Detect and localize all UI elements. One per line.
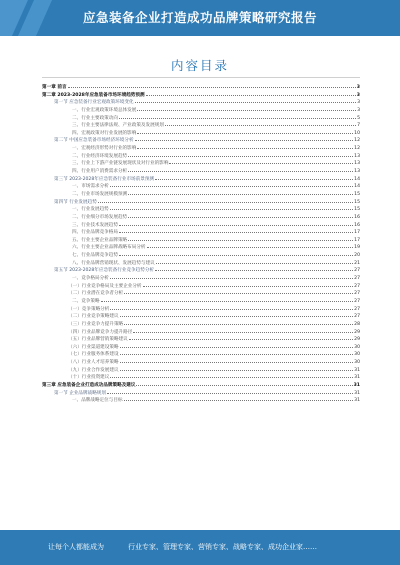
toc-entry-label: 一、行业发展趋势 bbox=[72, 207, 109, 213]
toc-entry-page: 21 bbox=[354, 260, 360, 266]
toc-entry-label: 四、宏观政策对行业发展的影响 bbox=[72, 130, 137, 136]
toc-leader-dots bbox=[128, 153, 353, 157]
toc-leader-dots bbox=[124, 321, 353, 325]
toc-entry-page: 16 bbox=[354, 214, 360, 220]
toc-entry-page: 28 bbox=[354, 321, 360, 327]
toc-entry[interactable] bbox=[42, 115, 360, 123]
footer-tagline: 行业专家、管理专家、营销专家、战略专家、成功企业家…… bbox=[128, 543, 317, 551]
toc-entry-label: （二）行业竞争策略建议 bbox=[68, 314, 119, 320]
toc-entry-label: （四）行业品牌竞争力提升路径 bbox=[68, 329, 133, 335]
toc-entry-page: 20 bbox=[354, 253, 360, 259]
toc-entry-label: 三、行业技术发展趋势 bbox=[72, 222, 118, 228]
toc-entry-label: 第三章 应急装备企业打造成功品牌策略及建议 bbox=[42, 382, 136, 388]
toc-entry-page: 19 bbox=[354, 245, 360, 251]
toc-entry[interactable] bbox=[42, 244, 360, 252]
toc-leader-dots bbox=[128, 237, 353, 241]
toc-leader-dots bbox=[110, 183, 353, 187]
toc-entry[interactable] bbox=[42, 382, 360, 390]
toc-leader-dots bbox=[120, 344, 354, 348]
toc-entry[interactable] bbox=[42, 137, 360, 145]
toc-entry-label: 八、行业品牌营销现状、发展趋势与建议 bbox=[72, 260, 155, 266]
toc-entry[interactable] bbox=[42, 329, 360, 337]
toc-entry-label: 第三节 2023-2028年应急装备行业市场前景预测 bbox=[54, 176, 155, 182]
toc-leader-dots bbox=[110, 206, 353, 210]
toc-entry-label: （八）行业人才培养策略 bbox=[68, 360, 119, 366]
toc-entry-page: 10 bbox=[354, 130, 360, 136]
toc-entry-label: 第二章 2023-2028年应急装备市场环境趋势预测 bbox=[42, 92, 145, 98]
toc-entry-page: 16 bbox=[354, 222, 360, 228]
toc-entry-page: 29 bbox=[354, 337, 360, 343]
toc-entry[interactable] bbox=[42, 260, 360, 268]
toc-leader-dots bbox=[143, 283, 354, 287]
toc-entry-label: 四、行业品牌竞争格局 bbox=[72, 230, 118, 236]
toc-entry-page: 27 bbox=[354, 283, 360, 289]
toc-leader-dots bbox=[135, 99, 357, 103]
toc-entry-page: 27 bbox=[354, 306, 360, 312]
toc-entry[interactable] bbox=[42, 336, 360, 344]
toc-entry[interactable] bbox=[42, 222, 360, 230]
toc-leader-dots bbox=[156, 260, 353, 264]
toc-entry-label: 二、行业主要政策动向 bbox=[72, 115, 118, 121]
toc-entry[interactable] bbox=[42, 183, 360, 191]
toc-entry[interactable] bbox=[42, 145, 360, 153]
toc-entry-page: 12 bbox=[354, 138, 360, 144]
toc-entry-label: 三、行业上下游产业链发展现状及对行业的影响 bbox=[72, 161, 169, 167]
toc-entry[interactable] bbox=[42, 275, 360, 283]
toc-entry-page: 31 bbox=[354, 375, 360, 381]
toc-entry-label: （九）行业合作发展建议 bbox=[68, 367, 119, 373]
toc-entry-label: 第一节 企业品牌战略规划 bbox=[54, 390, 106, 396]
toc-leader-dots bbox=[120, 367, 354, 371]
table-of-contents bbox=[42, 84, 360, 405]
toc-entry-page: 27 bbox=[354, 268, 360, 274]
toc-entry[interactable] bbox=[42, 313, 360, 321]
toc-entry[interactable] bbox=[42, 351, 360, 359]
toc-entry-label: （五）行业品牌营销策略建议 bbox=[68, 337, 128, 343]
toc-entry[interactable] bbox=[42, 283, 360, 291]
toc-entry-label: 第二节 中国应急装备市场经济环境分析 bbox=[54, 138, 134, 144]
toc-leader-dots bbox=[146, 92, 356, 96]
toc-entry-page: 30 bbox=[354, 352, 360, 358]
report-title: 应急装备企业打造成功品牌策略研究报告 bbox=[82, 10, 317, 25]
toc-entry-page: 30 bbox=[354, 344, 360, 350]
toc-entry[interactable] bbox=[42, 298, 360, 306]
toc-entry-page: 7 bbox=[357, 123, 360, 129]
toc-entry-page: 3 bbox=[356, 92, 360, 98]
toc-entry-page: 27 bbox=[354, 276, 360, 282]
toc-entry[interactable] bbox=[42, 237, 360, 245]
toc-heading: 内容目录 bbox=[170, 58, 229, 73]
toc-entry[interactable] bbox=[42, 252, 360, 260]
toc-leader-dots bbox=[98, 199, 353, 203]
toc-leader-dots bbox=[165, 122, 356, 126]
toc-entry-label: 三、行业主要法律法规、产业政策及发展规划 bbox=[72, 123, 164, 129]
toc-entry-label: （六）行业渠道建设策略 bbox=[68, 344, 119, 350]
toc-leader-dots bbox=[119, 115, 356, 119]
toc-entry-page: 31 bbox=[354, 367, 360, 373]
toc-entry[interactable] bbox=[42, 374, 360, 382]
toc-entry-label: 二、行业经济环境发展趋势 bbox=[72, 153, 128, 159]
toc-leader-dots bbox=[128, 214, 353, 218]
toc-entry-page: 13 bbox=[354, 161, 360, 167]
toc-leader-dots bbox=[119, 222, 353, 226]
toc-leader-dots bbox=[110, 275, 353, 279]
toc-entry[interactable] bbox=[42, 160, 360, 168]
toc-entry[interactable] bbox=[42, 176, 360, 184]
toc-leader-dots bbox=[133, 329, 353, 333]
toc-leader-dots bbox=[136, 382, 352, 386]
toc-entry[interactable] bbox=[42, 130, 360, 138]
header-banner bbox=[0, 0, 400, 36]
toc-entry-label: 一、竞争格局分析 bbox=[72, 276, 109, 282]
toc-entry-label: 第一节 应急装备行业宏观政策环境变化 bbox=[54, 100, 134, 106]
toc-entry[interactable] bbox=[42, 84, 360, 92]
toc-leader-dots bbox=[119, 252, 353, 256]
toc-entry[interactable] bbox=[42, 344, 360, 352]
toc-entry[interactable] bbox=[42, 390, 360, 398]
toc-entry[interactable] bbox=[42, 168, 360, 176]
toc-entry-page: 14 bbox=[354, 176, 360, 182]
toc-leader-dots bbox=[110, 306, 353, 310]
toc-entry-page: 31 bbox=[354, 398, 360, 404]
toc-entry-page: 27 bbox=[354, 314, 360, 320]
toc-leader-dots bbox=[137, 107, 356, 111]
toc-entry-page: 15 bbox=[354, 191, 360, 197]
toc-entry-page: 3 bbox=[356, 85, 360, 90]
toc-leader-dots bbox=[120, 313, 354, 317]
toc-entry-page: 15 bbox=[354, 199, 360, 205]
toc-entry-page: 31 bbox=[354, 390, 360, 396]
toc-entry-label: 六、行业主要企业品牌战略布局分析 bbox=[72, 245, 146, 251]
footer-banner bbox=[0, 530, 400, 565]
toc-leader-dots bbox=[147, 244, 354, 248]
toc-entry-label: 一、市场需求分析 bbox=[72, 184, 109, 190]
toc-leader-dots bbox=[135, 137, 354, 141]
toc-entry-label: 二、行业细分市场发展趋势 bbox=[72, 214, 128, 220]
toc-entry[interactable] bbox=[42, 122, 360, 130]
toc-leader-dots bbox=[169, 160, 353, 164]
toc-leader-dots bbox=[124, 397, 354, 401]
toc-leader-dots bbox=[155, 267, 353, 271]
toc-entry-label: （二）行业潜在竞争者分析 bbox=[68, 291, 124, 297]
toc-entry[interactable] bbox=[42, 191, 360, 199]
toc-entry-page: 30 bbox=[354, 360, 360, 366]
toc-entry-page: 14 bbox=[354, 184, 360, 190]
toc-entry-label: 五、行业主要企业品牌策略 bbox=[72, 237, 128, 243]
toc-entry-page: 3 bbox=[357, 107, 360, 113]
toc-entry-page: 17 bbox=[354, 237, 360, 243]
toc-entry-label: （十）行业投资建议 bbox=[68, 375, 110, 381]
toc-leader-dots bbox=[137, 130, 353, 134]
toc-entry[interactable] bbox=[42, 321, 360, 329]
toc-entry-page: 3 bbox=[357, 100, 360, 106]
toc-leader-dots bbox=[124, 290, 353, 294]
toc-entry-label: 第五节 2023-2028年应急装备行业竞争趋势分析 bbox=[54, 268, 155, 274]
toc-entry-page: 13 bbox=[354, 169, 360, 175]
footer-slogan: 让每个人都能成为 bbox=[48, 543, 104, 551]
toc-leader-dots bbox=[68, 84, 356, 88]
toc-leader-dots bbox=[128, 191, 353, 195]
toc-leader-dots bbox=[155, 176, 353, 180]
toc-entry-label: （七）行业服务体系建设 bbox=[68, 352, 119, 358]
toc-entry-label: 四、行业用户消费需求分析 bbox=[72, 169, 128, 175]
toc-leader-dots bbox=[128, 168, 353, 172]
toc-entry-page: 27 bbox=[354, 291, 360, 297]
toc-entry-label: （三）行业竞争力提升策略 bbox=[68, 321, 124, 327]
toc-entry[interactable] bbox=[42, 397, 360, 405]
toc-entry-label: （一）竞争策略分析 bbox=[68, 306, 110, 312]
toc-entry[interactable] bbox=[42, 229, 360, 237]
toc-entry-label: 第四节 行业发展趋势 bbox=[54, 199, 97, 205]
toc-entry[interactable] bbox=[42, 267, 360, 275]
toc-entry[interactable] bbox=[42, 99, 360, 107]
toc-leader-dots bbox=[120, 359, 354, 363]
toc-leader-dots bbox=[137, 145, 353, 149]
toc-entry-page: 13 bbox=[354, 153, 360, 159]
toc-entry-label: 七、行业品牌竞争趋势 bbox=[72, 253, 118, 259]
toc-divider bbox=[42, 77, 360, 78]
toc-leader-dots bbox=[120, 351, 354, 355]
toc-entry[interactable] bbox=[42, 199, 360, 207]
toc-entry-label: （一）行业竞争格局及主要企业分析 bbox=[68, 283, 142, 289]
toc-entry-page: 27 bbox=[354, 298, 360, 304]
toc-entry-label: 第一章 前言 bbox=[42, 85, 67, 90]
toc-entry-page: 31 bbox=[353, 382, 360, 388]
toc-entry[interactable] bbox=[42, 367, 360, 375]
toc-entry[interactable] bbox=[42, 92, 360, 100]
toc-entry-page: 17 bbox=[354, 230, 360, 236]
toc-entry[interactable] bbox=[42, 359, 360, 367]
toc-entry-page: 5 bbox=[357, 115, 360, 121]
toc-entry-label: 一、品牌战略定位与目标 bbox=[72, 398, 123, 404]
toc-leader-dots bbox=[110, 374, 353, 378]
toc-entry[interactable] bbox=[42, 214, 360, 222]
toc-entry-label: 一、行业宏观政策环境总体发展 bbox=[72, 107, 137, 113]
toc-entry[interactable] bbox=[42, 206, 360, 214]
toc-leader-dots bbox=[101, 298, 354, 302]
toc-entry-page: 29 bbox=[354, 329, 360, 335]
toc-leader-dots bbox=[119, 229, 353, 233]
toc-leader-dots bbox=[129, 336, 353, 340]
toc-leader-dots bbox=[107, 390, 353, 394]
toc-entry[interactable] bbox=[42, 153, 360, 161]
toc-entry-label: 二、竞争策略 bbox=[72, 298, 100, 304]
toc-entry-label: 一、宏观经济形势对行业的影响 bbox=[72, 146, 137, 152]
toc-entry[interactable] bbox=[42, 306, 360, 314]
toc-entry[interactable] bbox=[42, 290, 360, 298]
toc-entry[interactable] bbox=[42, 107, 360, 115]
toc-entry-page: 12 bbox=[354, 146, 360, 152]
toc-entry-page: 15 bbox=[354, 207, 360, 213]
toc-entry-label: 二、行业市场发展规模预测 bbox=[72, 191, 128, 197]
